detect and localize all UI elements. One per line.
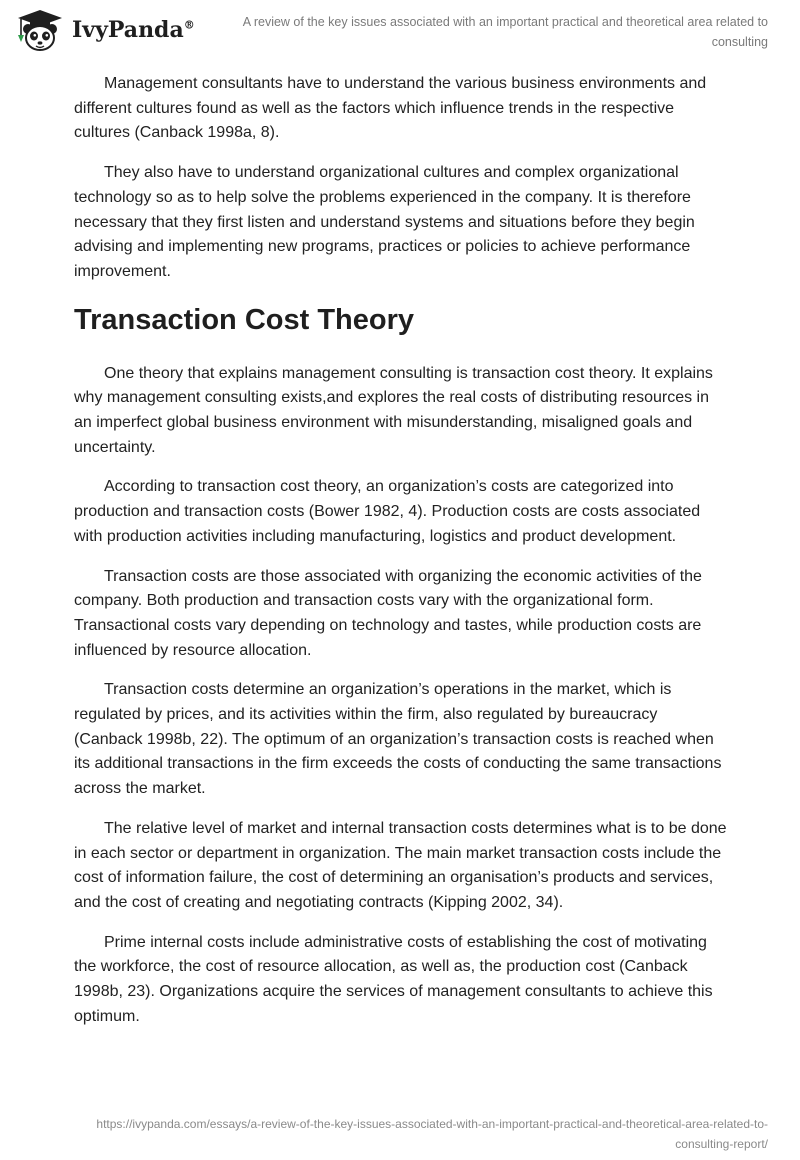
registered-mark: ® [183, 18, 195, 32]
logo[interactable] [14, 8, 195, 52]
document-description: A review of the key issues associated with an important practical and theoretical area related to consulting [242, 15, 768, 49]
paragraph: Transaction costs determine an organization’s operations in the market, which is regulated by prices, and its activities within the firm, also regulated by bureaucracy (Canback 1998b, 22). The optimum of an organization’s transaction costs is reached when its additional transactions in the firm exceeds the costs of conducting the same transactions across the market. [74, 681, 722, 798]
paragraph: According to transaction cost theory, an organization’s costs are categorized into production and transaction costs (Bower 1982, 4). Production costs are costs associated with production activities including manufacturing, logistics and product development. [74, 478, 701, 545]
source-url[interactable]: https://ivypanda.com/essays/a-review-of-the-key-issues-associated-with-an-important-practical-and-theoretical-area-related-to-consulting-report/ [96, 1117, 768, 1151]
page-header [0, 0, 800, 62]
logo-text: IvyPanda® [72, 17, 195, 43]
paragraph: Prime internal costs include administrative costs of establishing the cost of motivating the workforce, the cost of resource allocation, as well as, the production cost (Canback 1998b, 23). Organizations acquire the services of management consultants to achieve this optimum. [74, 933, 713, 1025]
paragraph: They also have to understand organizational cultures and complex organizational technology so as to help solve the problems experienced in the company. It is therefore necessary that they first listen and understand systems and situations before they begin advising and implementing new programs, practices or policies to achieve performance improvement. [74, 164, 695, 280]
panda-graduate-icon [14, 8, 66, 52]
section-heading: Transaction Cost Theory [74, 303, 415, 336]
paragraph: One theory that explains management consulting is transaction cost theory. It explains why management consulting exists,and explores the real costs of distributing resources in an imperfect global business environment with misunderstanding, misaligned goals and uncertainty. [74, 364, 713, 456]
paragraph: Transaction costs are those associated with organizing the economic activities of the company. Both production and transaction costs vary with the organizational form. Transactional costs vary depending on technology and tastes, while production costs are influenced by resource allocation. [74, 567, 702, 659]
paragraph: The relative level of market and internal transaction costs determines what is to be done in each sector or department in organization. The main market transaction costs include the cost of information failure, the cost of determining an organisation’s products and services, and the cost of creating and negotiating contracts (Kipping 2002, 34). [74, 819, 727, 911]
article-body [74, 72, 730, 1045]
paragraph: Management consultants have to understand the various business environments and different cultures found as well as the factors which influence trends in the respective cultures (Canback 1998a, 8). [74, 75, 707, 142]
